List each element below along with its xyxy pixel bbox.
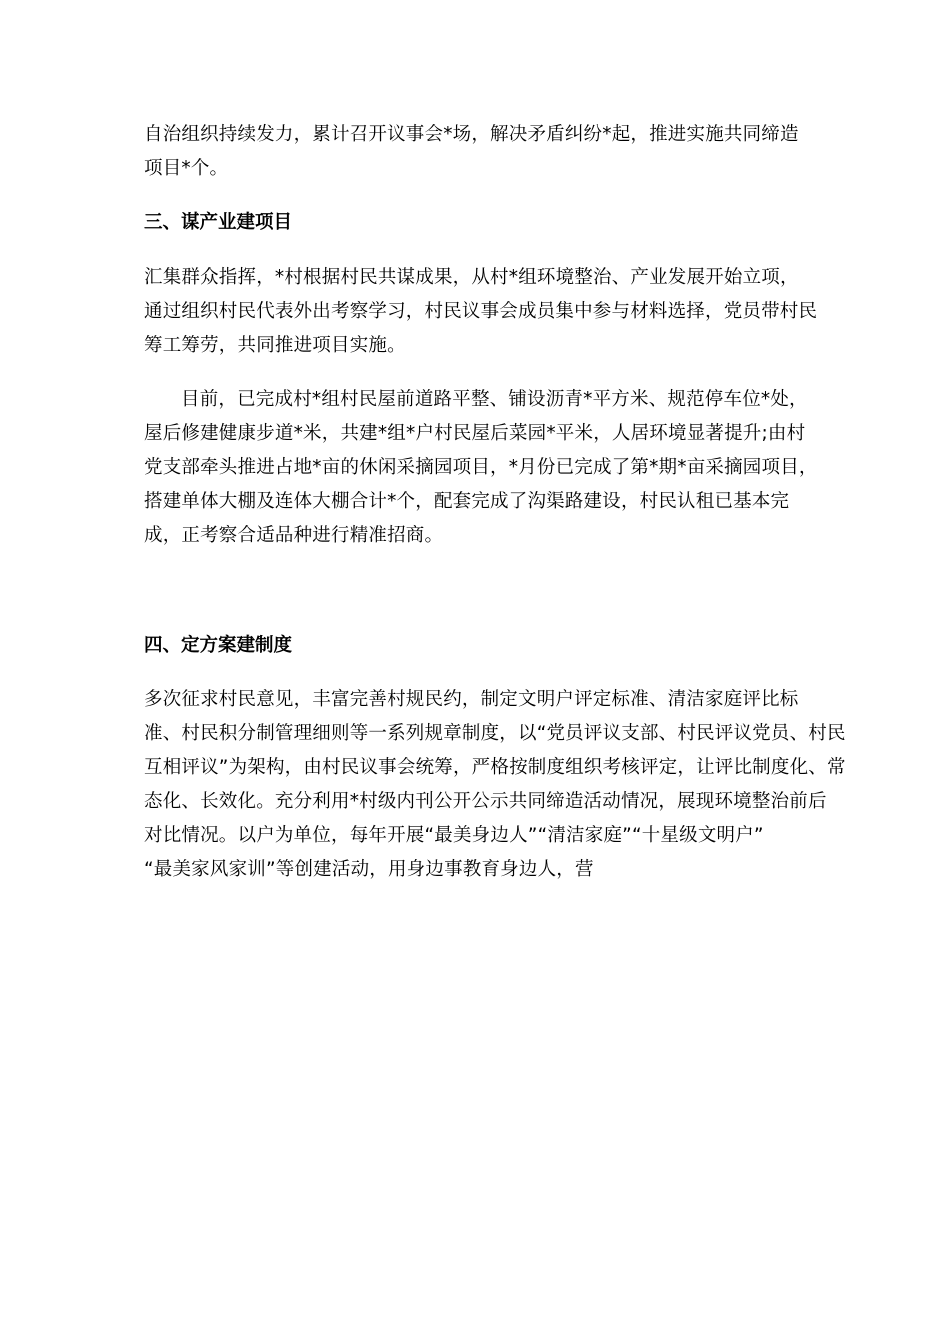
text-line: 对比情况。以户为单位，每年开展“最美身边人”“清洁家庭”“十星级文明户”	[144, 825, 764, 846]
text-line: 态化、长效化。充分利用*村级内刊公开公示共同缔造活动情况，展现环境整治前后	[144, 791, 827, 812]
text-line: 搭建单体大棚及连体大棚合计*个，配套完成了沟渠路建设，村民认租已基本完	[144, 491, 790, 512]
paragraph-progress	[144, 383, 824, 553]
text-line: 目前，已完成村*组村民屋前道路平整、铺设沥青*平方米、规范停车位*处，	[181, 389, 808, 410]
text-line: 多次征求村民意见，丰富完善村规民约，制定文明户评定标准、清洁家庭评比标	[144, 689, 799, 710]
section-heading-regulations: 四、定方案建制度	[144, 635, 293, 656]
text-line: 汇集群众指挥，*村根据村民共谋成果，从村*组环境整治、产业发展开始立项，	[144, 267, 799, 288]
paragraph-project-summary	[144, 118, 824, 186]
section-heading-industry: 三、谋产业建项目	[144, 212, 293, 233]
text-line: “最美家风家训”等创建活动，用身边事教育身边人，营	[144, 859, 594, 880]
text-line: 互相评议”为架构，由村民议事会统筹，严格按制度组织考核评定，让评比制度化、常	[144, 757, 846, 778]
text-line: 筹工筹劳，共同推进项目实施。	[144, 335, 406, 356]
text-line: 屋后修建健康步道*米，共建*组*户村民屋后菜园*平米，人居环境显著提升;由村	[144, 423, 806, 444]
text-line: 项目*个。	[144, 158, 229, 179]
text-line: 自治组织持续发力，累计召开议事会*场，解决矛盾纠纷*起，推进实施共同缔造	[144, 124, 799, 145]
paragraph-regulations	[144, 683, 846, 887]
text-line: 成，正考察合适品种进行精准招商。	[144, 525, 444, 546]
paragraph-industry-intro	[144, 261, 824, 363]
text-line: 准、村民积分制管理细则等一系列规章制度，以“党员评议支部、村民评议党员、村民	[144, 723, 846, 744]
text-line: 党支部牵头推进占地*亩的休闲采摘园项目，*月份已完成了第*期*亩采摘园项目，	[144, 457, 818, 478]
text-line: 通过组织村民代表外出考察学习，村民议事会成员集中参与材料选择，党员带村民	[144, 301, 818, 322]
